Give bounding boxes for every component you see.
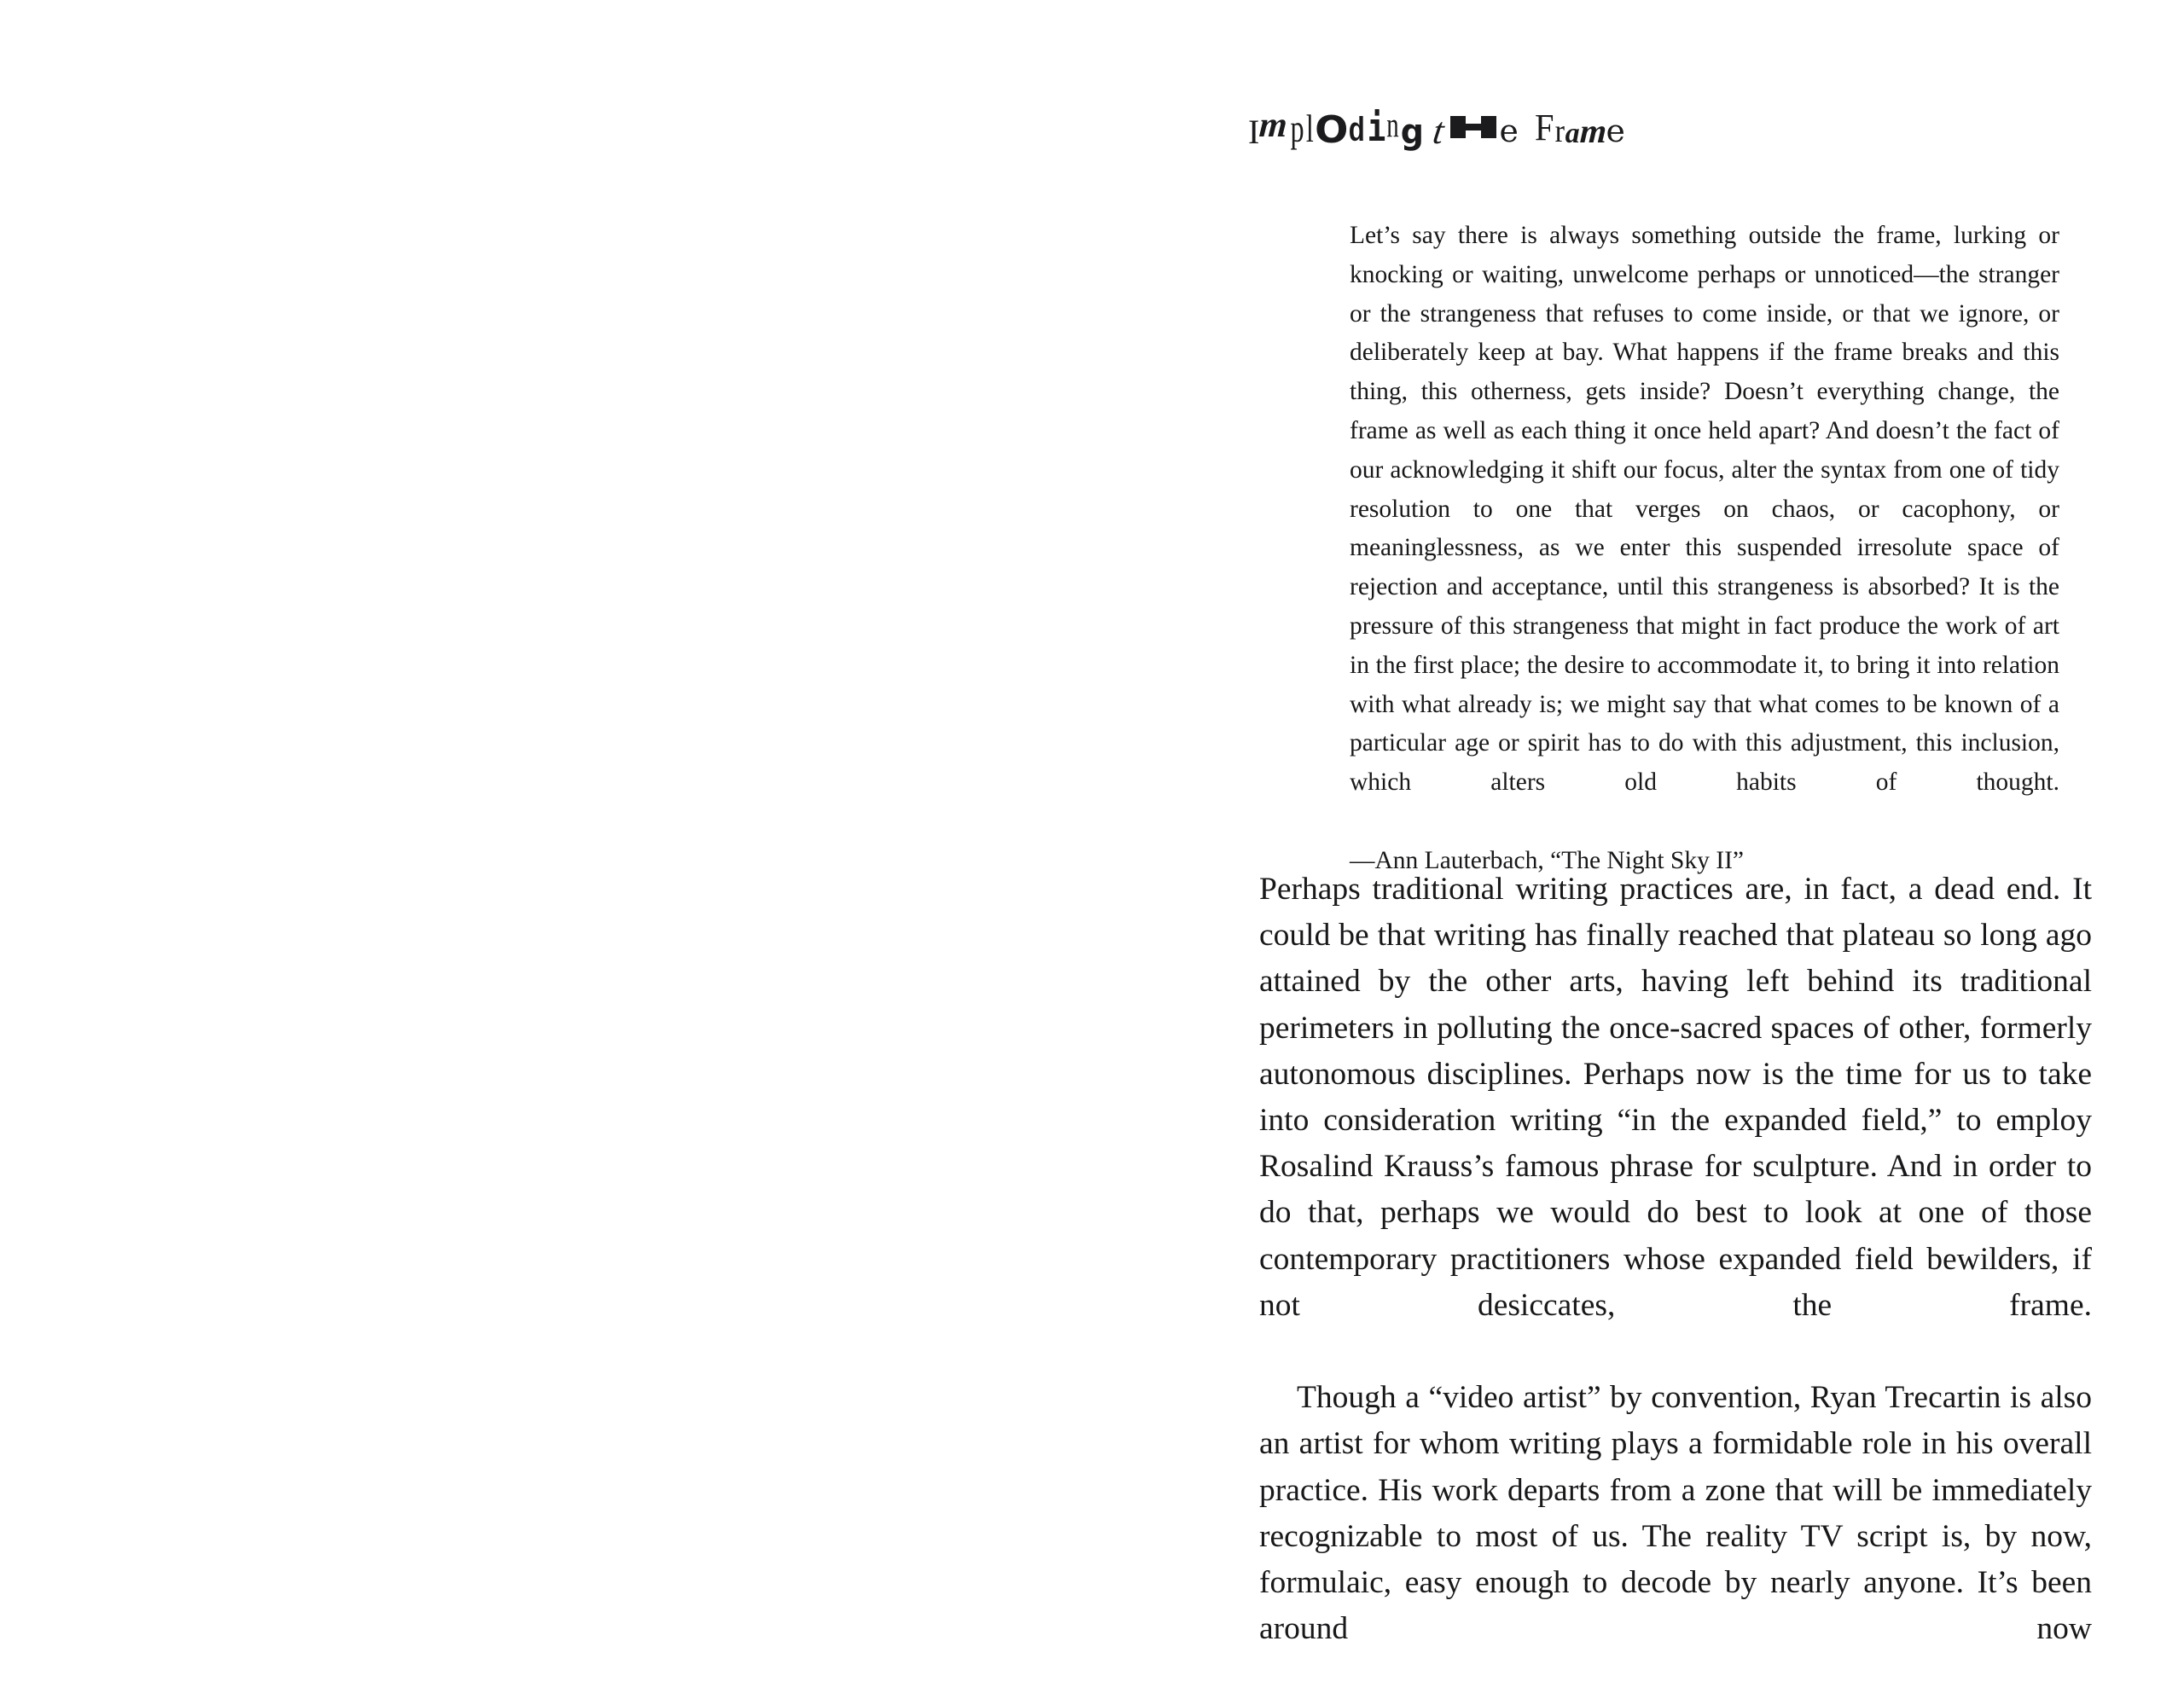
body-paragraph-2: Though a “video artist” by convention, Ryan Trecartin is also an artist for whom writing plays a formidable role in his overall practice. His work departs from a zone that will be immediately recognizable to most of us. The reality TV script is, by now, formulaic, easy enough to decode by nearly anyone. It’s been around now — [1259, 1380, 2092, 1647]
recto-page — [1092, 0, 2184, 1647]
verso-page-blank — [0, 0, 1092, 1549]
title-glyph-a: a — [1565, 118, 1580, 149]
title-glyph-g: g — [1401, 113, 1425, 152]
title-glyph-m2: m — [1578, 112, 1607, 150]
epigraph-block — [1350, 217, 2059, 881]
title-glyph-l: l — [1305, 107, 1314, 150]
title-glyph-F: F — [1534, 107, 1554, 148]
title-glyph-I: I — [1248, 113, 1260, 151]
title-glyph-e2: e — [1606, 114, 1625, 149]
title-glyph-e: e — [1499, 114, 1519, 149]
title-glyph-d: d — [1348, 111, 1365, 148]
title-glyph-O: O — [1314, 108, 1348, 152]
body-paragraph-1: Perhaps traditional writing practices are, in fact, a dead end. It could be that writing has finally reached that plateau so long ago attained by the other arts, having left behind its traditional perimeters in polluting the once-sacred spaces of other, formerly autonomous disciplines. Perhaps now is the time for us to take into consideration writing “in the expanded field,” to employ Rosalind Krauss’s famous phrase for sculpture. And in order to do that, perhaps we would do best to look at one of those contemporary practitioners whose expanded field bewilders, if not desiccates, the frame. — [1259, 872, 2092, 1323]
epigraph-text: Let’s say there is always something outside the frame, lurking or knocking or waiting, unwelcome perhaps or unnoticed—the stranger or the strangeness that refuses to come inside, or that we ignore, or deliberately keep at bay. What happens if the frame breaks and this thing, this otherness, gets inside? Doesn’t everything change, the frame as well as each thing it once held apart? And doesn’t the fact of our acknowledging it shift our focus, alter the syntax from one of tidy resolution to one that verges on chaos, or cacophony, or meaninglessness, as we enter this suspended irresolute space of rejection and acceptance, until this strangeness is absorbed? It is the pressure of this strangeness that might in fact produce the work of art in the first place; the desire to accommodate it, to bring it into relation with what already is; we might say that what comes to be known of a particular age or spirit has to do with this adjustment, this inclusion, which alters old habits of thought. — [1350, 222, 2059, 797]
title-glyph-p: p — [1290, 107, 1304, 150]
title-glyph-r: r — [1554, 113, 1565, 149]
epigraph-attribution: —Ann Lauterbach, “The Night Sky II” — [1350, 846, 1745, 874]
title-glyph-m: m — [1258, 106, 1289, 145]
title-glyph-n: n — [1386, 107, 1400, 145]
body-copy — [1259, 867, 2092, 1699]
title-glyph-i: i — [1367, 106, 1386, 150]
chapter-title — [1248, 106, 1625, 169]
title-glyph-t: t — [1430, 110, 1447, 152]
title-glyph-h-block-icon — [1450, 116, 1496, 138]
